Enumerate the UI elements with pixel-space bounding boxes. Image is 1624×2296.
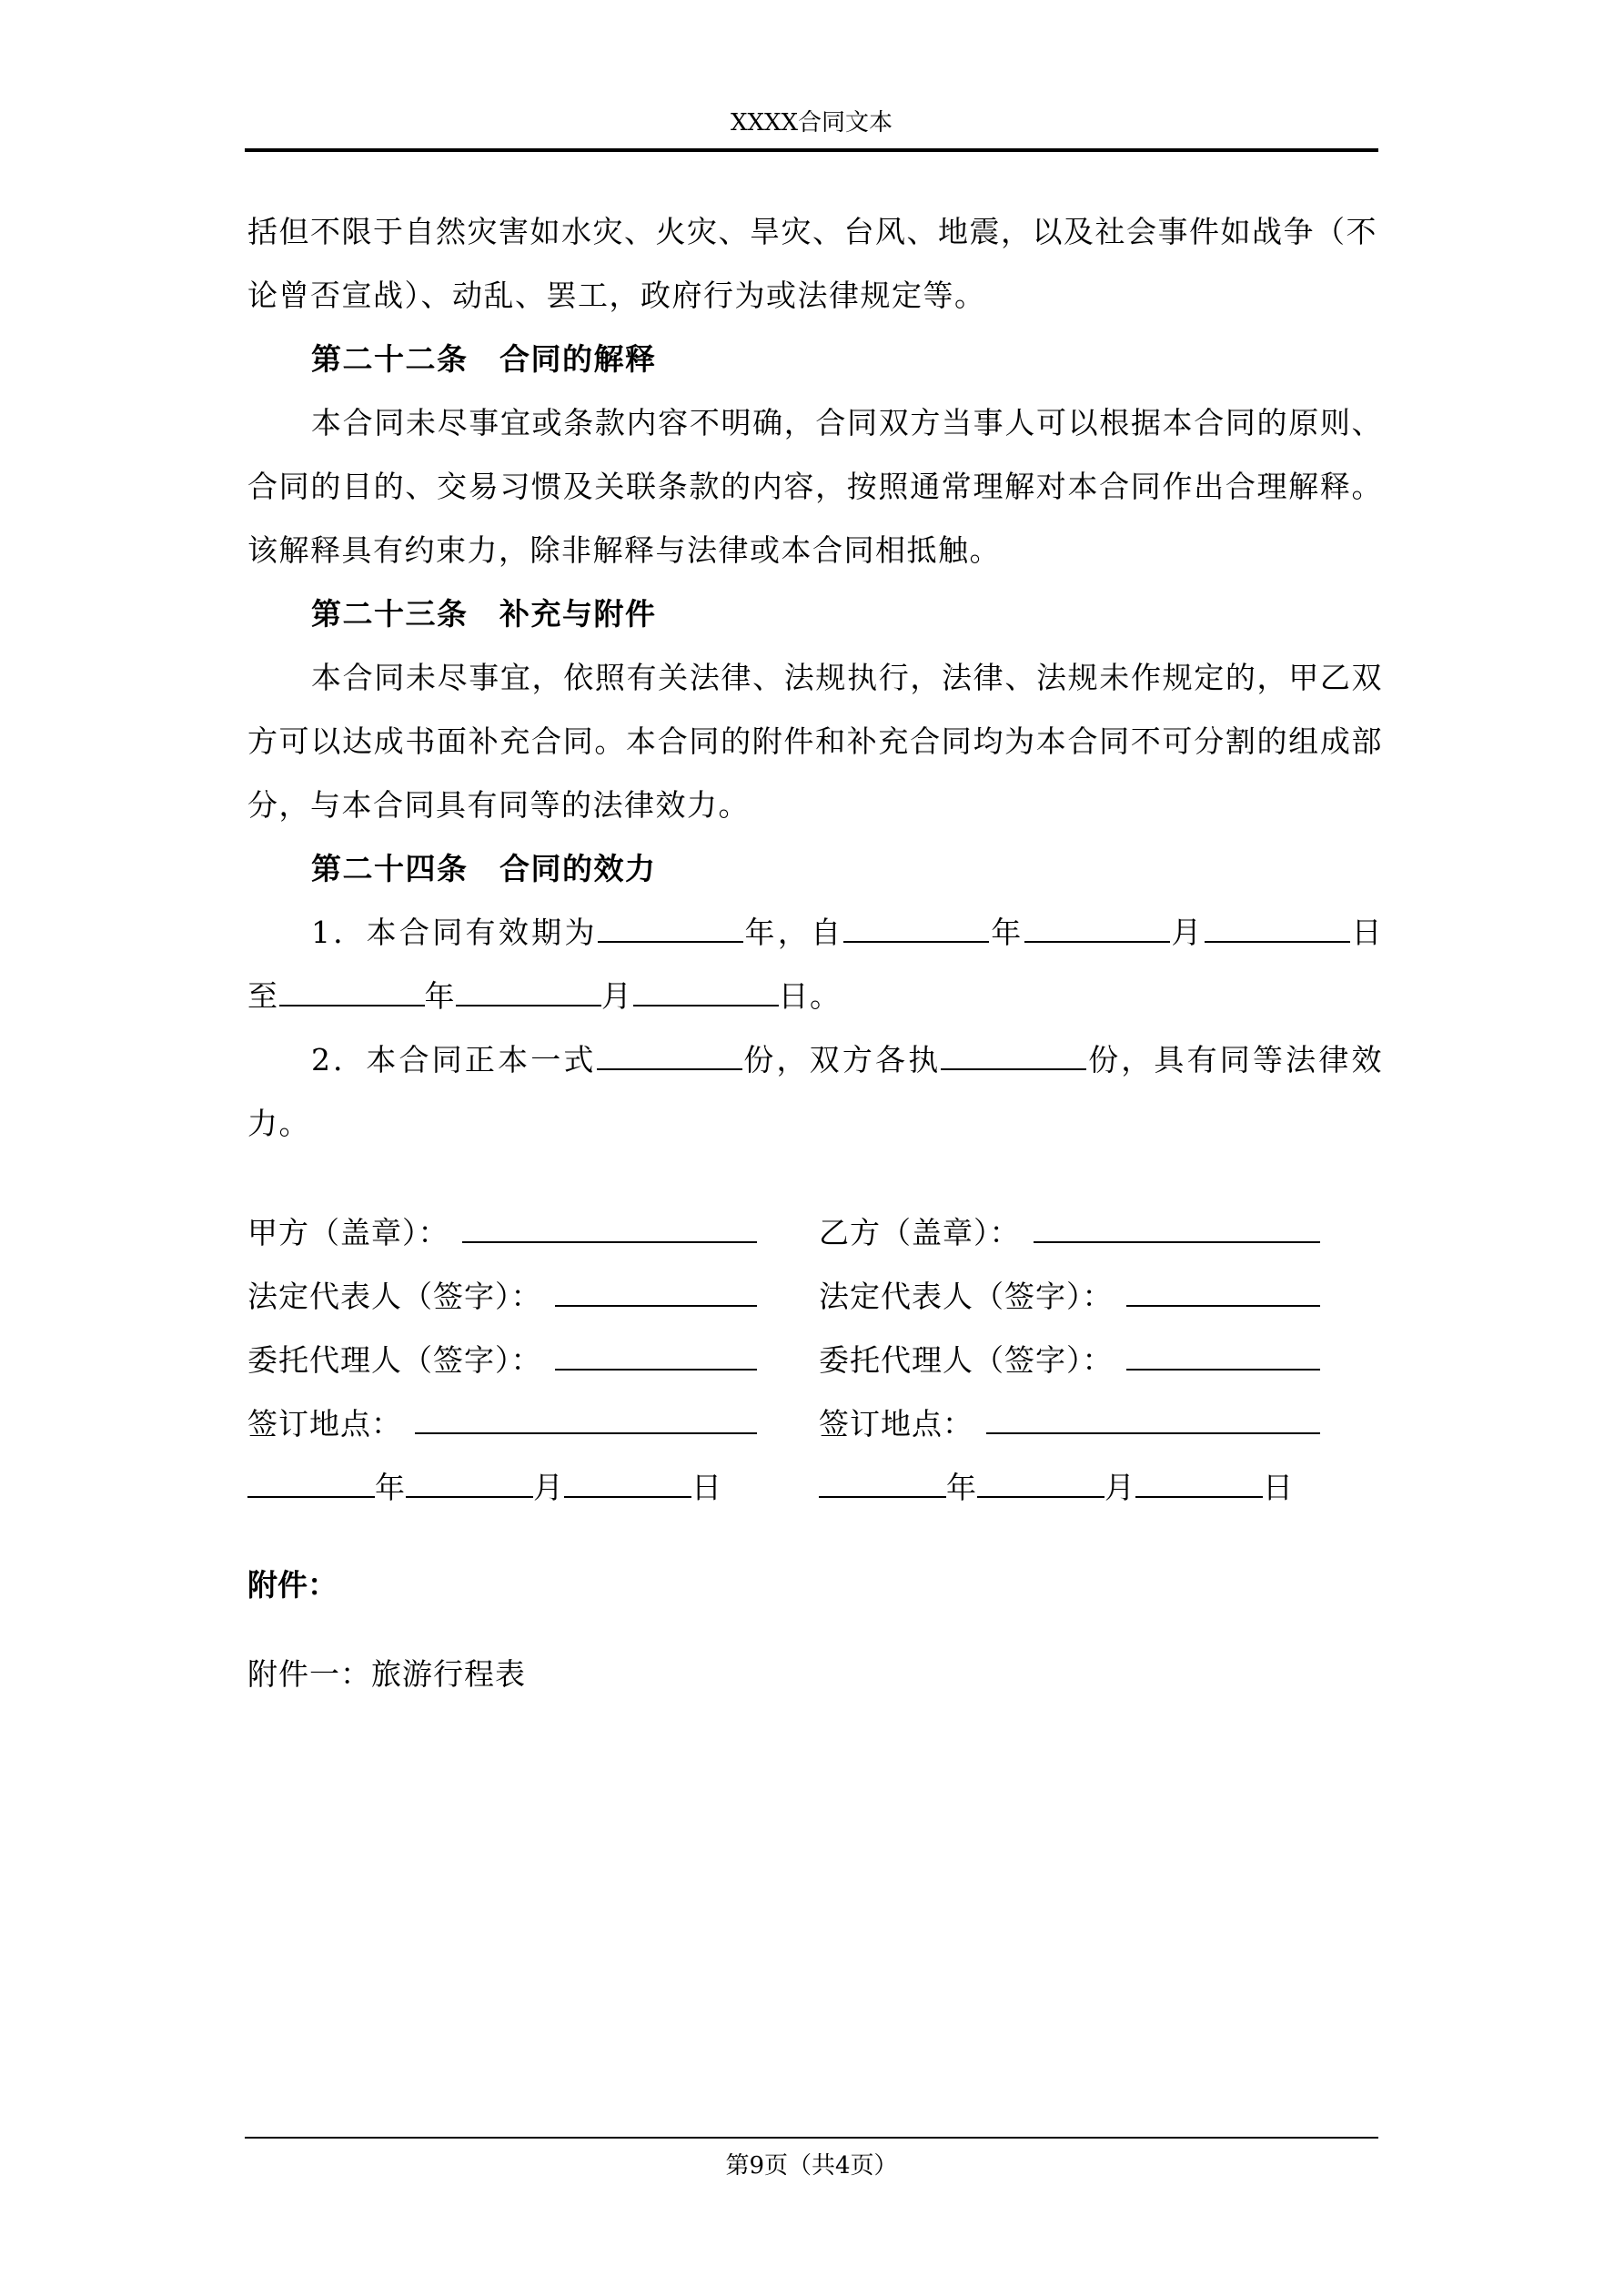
clause-1-month-label: 月 [1169,915,1205,950]
party-a-agent [247,1329,757,1392]
contract-body [247,200,1383,1156]
start-month-field[interactable] [1024,915,1170,943]
party-a-month-field[interactable] [406,1462,533,1498]
party-a-day-field[interactable] [564,1462,691,1498]
start-day-field[interactable] [1205,915,1350,943]
copies-each-field[interactable] [941,1043,1086,1070]
party-b-month-label: 月 [1105,1470,1135,1505]
article-24-clause-1 [247,901,1383,1028]
clause-1-to-label: 至 [247,978,279,1014]
end-month-field[interactable] [456,979,601,1006]
article-22-heading: 第二十二条 合同的解释 [311,341,657,377]
copies-total-field[interactable] [597,1043,742,1070]
party-a-seal [247,1201,757,1265]
party-b-seal [819,1201,1320,1265]
party-a-day-label: 日 [691,1470,722,1505]
article-23-text: 本合同未尽事宜，依照有关法律、法规执行，法律、法规未作规定的，甲乙双方可以达成书面补充合同。本合同的附件和补充合同均为本合同不可分割的组成部分，与本合同具有同等的法律效力。 [247,660,1383,823]
party-a-legal-rep [247,1265,757,1329]
validity-years-field[interactable] [598,915,743,943]
article-22-text: 本合同未尽事宜或条款内容不明确，合同双方当事人可以根据本合同的原则、合同的目的、交易习惯及关联条款的内容，按照通常理解对本合同作出合理解释。该解释具有约束力，除非解释与法律或本合同相抵触。 [247,405,1383,568]
party-b-place-field[interactable] [986,1398,1320,1434]
party-b-year-field[interactable] [819,1462,946,1498]
start-year-field[interactable] [843,915,989,943]
attachments-heading: 附件： [247,1567,338,1603]
clause-1-end-month-label: 月 [601,978,633,1014]
clause-1-day-label: 日 [1349,915,1384,950]
clause-1-prefix: 1．本合同有效期为 [311,915,598,950]
party-b-agent-field[interactable] [1126,1334,1321,1371]
continuation-line-2: 论曾否宣战）、动乱、罢工，政府行为或法律规定等。 [247,278,986,313]
party-b-place-label: 签订地点： [819,1406,973,1441]
attachment-item: 附件一：旅游行程表 [247,1656,526,1692]
clause-1-year-label-2: 年 [989,915,1024,950]
party-a-month-label: 月 [533,1470,564,1505]
header-title: XXXX合同文本 [730,109,893,137]
party-a-agent-label: 委托代理人（签字）： [247,1342,542,1378]
party-a-legal-rep-field[interactable] [555,1270,758,1307]
party-a-year-field[interactable] [247,1462,375,1498]
clause-1-year-label: 年，自 [742,915,844,950]
article-24-clause-2 [247,1028,1383,1156]
party-b-month-field[interactable] [977,1462,1105,1498]
party-a-seal-field[interactable] [462,1207,758,1243]
clause-1-end-day-label: 日。 [778,978,842,1014]
party-a-year-label: 年 [375,1470,406,1505]
party-b-day-field[interactable] [1135,1462,1263,1498]
party-b-seal-label: 乙方（盖章）： [819,1215,1021,1250]
party-a-place-field[interactable] [415,1398,757,1434]
party-b-date [819,1456,1320,1520]
party-a-seal-label: 甲方（盖章）： [247,1215,449,1250]
party-b-agent [819,1329,1320,1392]
end-year-field[interactable] [279,979,425,1006]
party-b-legal-rep-field[interactable] [1126,1270,1321,1307]
party-a-place [247,1392,757,1456]
party-b-legal-rep [819,1265,1320,1329]
footer-divider [245,2137,1378,2139]
party-a-date [247,1456,757,1520]
clause-2-mid: 份，双方各执 [741,1042,942,1077]
party-b-agent-label: 委托代理人（签字）： [819,1342,1114,1378]
continuation-line-1: 括但不限于自然灾害如水灾、火灾、旱灾、台风、地震，以及社会事件如战争（不 [247,214,1377,249]
party-b-day-label: 日 [1263,1470,1294,1505]
party-a-agent-field[interactable] [555,1334,758,1371]
clause-2-suffix: 份，具有同等法律效力。 [247,1042,1384,1141]
page-number: 第9页（共4页） [725,2152,898,2180]
end-day-field[interactable] [633,979,779,1006]
party-b-seal-field[interactable] [1034,1207,1321,1243]
party-b-place [819,1392,1320,1456]
clause-1-end-year-label: 年 [424,978,456,1014]
party-b-year-label: 年 [946,1470,977,1505]
article-23-heading: 第二十三条 补充与附件 [311,596,657,632]
article-24-heading: 第二十四条 合同的效力 [311,851,657,886]
header-divider [245,148,1378,152]
party-b-legal-rep-label: 法定代表人（签字）： [819,1279,1114,1314]
party-a-legal-rep-label: 法定代表人（签字）： [247,1279,542,1314]
clause-2-prefix: 2．本合同正本一式 [311,1042,597,1077]
party-a-place-label: 签订地点： [247,1406,402,1441]
